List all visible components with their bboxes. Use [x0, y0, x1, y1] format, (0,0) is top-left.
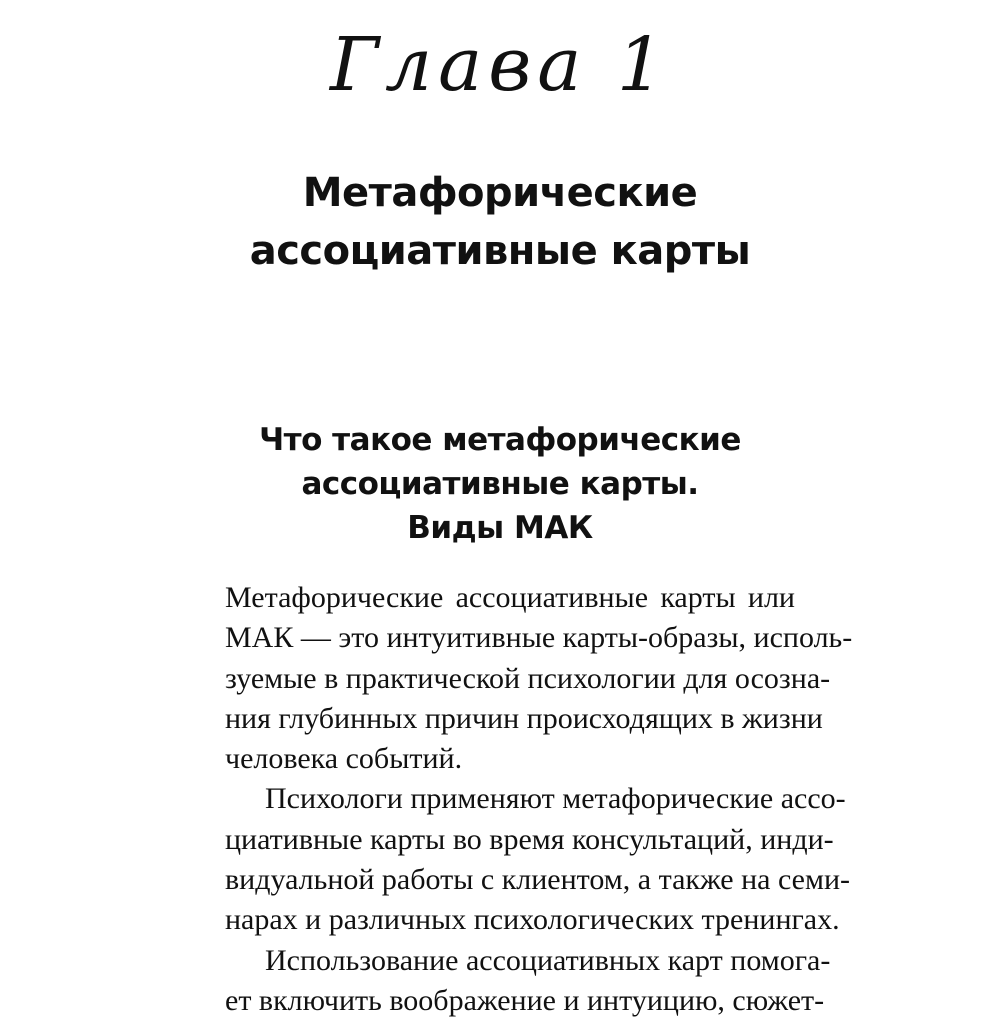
text-line: МАК — это интуитивные карты-образы, исполь-: [225, 621, 853, 655]
text-line: видуальной работы с клиентом, а также на семи-: [225, 863, 851, 897]
text-line: нарах и различных психологических тренингах.: [225, 903, 840, 937]
text-line: ния глубинных причин происходящих в жизни: [225, 701, 823, 735]
body-text: [225, 578, 853, 1021]
chapter-label: Глава 1: [329, 22, 671, 108]
section-title: [0, 418, 1000, 550]
section-title-line: Что такое метафорические: [259, 422, 741, 458]
text-line: зуемые в практической психологии для осозна-: [225, 661, 831, 695]
chapter-title: [0, 164, 1000, 280]
text-line: Психологи применяют метафорические ассо-: [265, 782, 846, 816]
text-line: ет включить воображение и интуицию, сюжет-: [225, 983, 825, 1017]
text-line: человека событий.: [225, 742, 463, 776]
section-title-line: Виды МАК: [407, 510, 593, 546]
section-title-line: ассоциативные карты.: [301, 466, 699, 502]
text-line: Метафорические ассоциативные карты или: [225, 581, 795, 614]
text-line: циативные карты во время консультаций, инди-: [225, 822, 834, 856]
chapter-title-line: ассоциативные карты: [249, 228, 751, 274]
chapter-title-line: Метафорические: [302, 170, 698, 216]
text-line: Использование ассоциативных карт помога-: [265, 943, 831, 977]
